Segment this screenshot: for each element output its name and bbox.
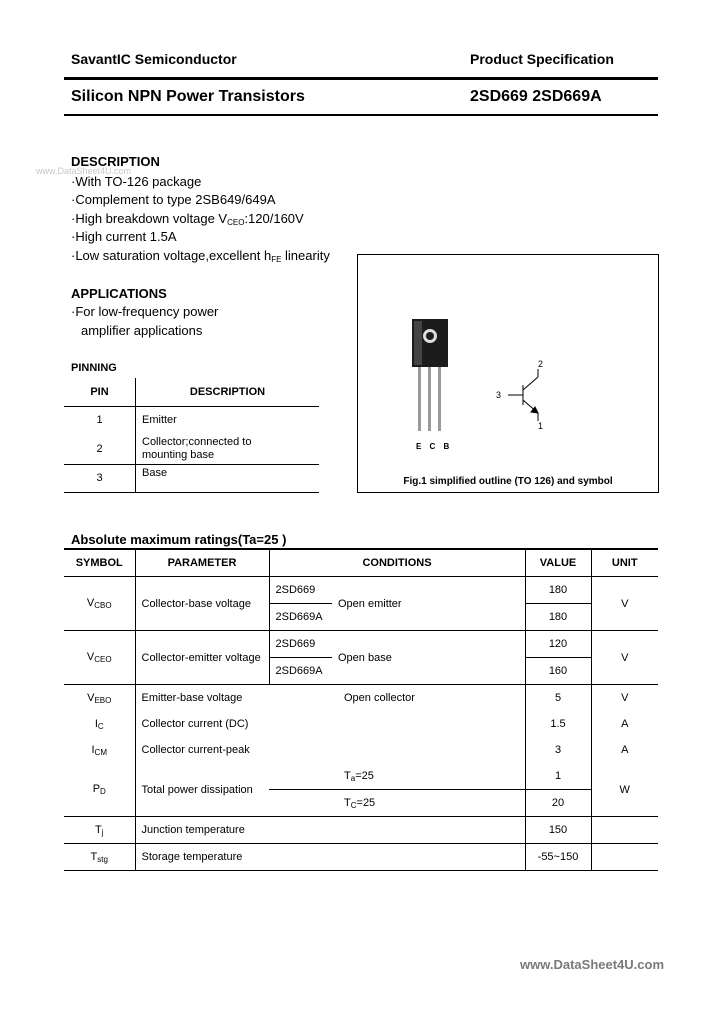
value-cell: 1.5 bbox=[525, 711, 591, 737]
watermark: www.DataSheet4U.com bbox=[36, 166, 132, 176]
value-col-header: VALUE bbox=[525, 549, 591, 577]
value-cell: -55~150 bbox=[525, 844, 591, 871]
rating-row bbox=[64, 711, 658, 737]
pinning-row bbox=[64, 434, 319, 464]
condition-cell: $T_C=25$ bbox=[344, 796, 376, 810]
value-cell: 180 bbox=[525, 604, 591, 631]
rating-row bbox=[64, 763, 658, 790]
rating-row bbox=[64, 631, 658, 658]
description-item: ·Complement to type 2SB649/649A bbox=[71, 192, 276, 207]
value-cell: 180 bbox=[525, 577, 591, 604]
unit-col-header: UNIT bbox=[591, 549, 658, 577]
parameter-cell: Junction temperature bbox=[135, 817, 269, 844]
condition-cell bbox=[269, 711, 525, 737]
value-cell: 3 bbox=[525, 737, 591, 763]
parameter-cell: Storage temperature bbox=[135, 844, 269, 871]
doc-type: Product Specification bbox=[470, 51, 614, 67]
description-item: ·With TO-126 package bbox=[71, 174, 202, 189]
symbol-cell: $V_{CEO}$ bbox=[86, 651, 112, 664]
symbol-cell: $T_j$ bbox=[94, 823, 104, 837]
value-cell: 160 bbox=[525, 658, 591, 685]
condition-cell bbox=[269, 817, 525, 844]
header-rule-bottom bbox=[64, 114, 658, 116]
pin-number: 1 bbox=[96, 414, 103, 427]
pinning-row bbox=[64, 464, 319, 492]
description-item: ·Low saturation voltage,excellent $h_{FE}$ linearity bbox=[71, 248, 330, 264]
value-cell: 1 bbox=[525, 763, 591, 790]
part-numbers: 2SD669 2SD669A bbox=[470, 88, 602, 105]
unit-cell: W bbox=[591, 763, 658, 817]
conditions-col-header: CONDITIONS bbox=[269, 549, 525, 577]
lead-labels: E C B bbox=[416, 442, 453, 451]
condition-cell bbox=[269, 844, 525, 871]
parameter-cell: Collector current (DC) bbox=[135, 711, 269, 737]
pin-description: Base bbox=[136, 464, 320, 492]
pin-description: Collector;connected to mounting base bbox=[136, 434, 320, 464]
pinning-heading: PINNING bbox=[71, 362, 117, 374]
parameter-cell: Collector current-peak bbox=[135, 737, 269, 763]
figure-caption: Fig.1 simplified outline (TO 126) and symbol bbox=[403, 476, 613, 487]
unit-cell: A bbox=[591, 711, 658, 737]
description-item: ·High current 1.5A bbox=[71, 229, 177, 244]
symbol-cell: $I_{CM}$ bbox=[91, 743, 107, 757]
part-cell: 2SD669 bbox=[269, 577, 332, 604]
parameter-cell: Emitter-base voltage bbox=[135, 685, 269, 712]
description-heading: DESCRIPTION bbox=[71, 154, 160, 169]
ratings-heading: Absolute maximum ratings(Ta=25 ) bbox=[71, 532, 287, 547]
value-cell: 5 bbox=[525, 685, 591, 712]
condition-cell: $T_a=25$ bbox=[269, 763, 525, 790]
part-cell: 2SD669A bbox=[269, 604, 332, 631]
parameter-cell: Collector-emitter voltage bbox=[135, 631, 269, 685]
collector-pin-label: 2 bbox=[538, 359, 544, 369]
part-cell: 2SD669 bbox=[269, 631, 332, 658]
ratings-header-row bbox=[64, 549, 658, 577]
unit-cell bbox=[591, 817, 658, 844]
pin-col-header: PIN bbox=[64, 378, 136, 406]
base-pin-label: 3 bbox=[496, 390, 502, 400]
desc-col-header: DESCRIPTION bbox=[136, 378, 320, 406]
company-name: SavantIC Semiconductor bbox=[71, 51, 237, 67]
pinning-table bbox=[64, 378, 319, 493]
rating-row bbox=[64, 577, 658, 604]
rating-row bbox=[64, 737, 658, 763]
rating-row bbox=[64, 844, 658, 871]
npn-symbol-icon bbox=[508, 369, 538, 421]
unit-cell: A bbox=[591, 737, 658, 763]
parameter-col-header: PARAMETER bbox=[135, 549, 269, 577]
condition-cell bbox=[269, 737, 525, 763]
header-rule-top bbox=[64, 77, 658, 80]
unit-cell bbox=[591, 844, 658, 871]
unit-cell: V bbox=[591, 685, 658, 712]
value-cell: 150 bbox=[525, 817, 591, 844]
rating-row bbox=[64, 685, 658, 712]
figure-box bbox=[357, 254, 659, 493]
footer-site-link[interactable]: www.DataSheet4U.com bbox=[520, 957, 665, 972]
value-cell: 120 bbox=[525, 631, 591, 658]
symbol-cell: $V_{CBO}$ bbox=[86, 597, 112, 610]
pin-number: 2 bbox=[64, 434, 136, 464]
symbol-cell: $P_D$ bbox=[92, 783, 106, 796]
ratings-table bbox=[64, 548, 658, 871]
symbol-cell: $I_C$ bbox=[94, 717, 104, 731]
rating-row bbox=[64, 817, 658, 844]
to126-package-icon bbox=[412, 319, 448, 431]
value-cell: 20 bbox=[525, 790, 591, 817]
applications-heading: APPLICATIONS bbox=[71, 286, 167, 301]
unit-cell: V bbox=[591, 577, 658, 631]
description-item: ·High breakdown voltage $V_{CEO}:120/160V$ bbox=[71, 211, 304, 227]
symbol-cell: $V_{EBO}$ bbox=[87, 691, 112, 705]
parameter-cell: Collector-base voltage bbox=[135, 577, 269, 631]
pinning-header-row bbox=[64, 378, 319, 406]
pin-description: Emitter bbox=[136, 406, 320, 434]
unit-cell: V bbox=[591, 631, 658, 685]
application-line: ·For low-frequency power bbox=[71, 304, 219, 319]
condition-cell: Open emitter bbox=[338, 597, 402, 610]
symbol-cell: $T_{stg}$ bbox=[90, 850, 108, 864]
pin-number: 3 bbox=[64, 464, 136, 492]
part-cell: 2SD669A bbox=[269, 658, 332, 685]
symbol-col-header: SYMBOL bbox=[75, 557, 123, 569]
condition-cell: Open collector bbox=[344, 692, 415, 704]
emitter-pin-label: 1 bbox=[538, 421, 544, 431]
condition-cell: Open base bbox=[338, 651, 392, 664]
application-line: amplifier applications bbox=[81, 323, 203, 338]
page-title: Silicon NPN Power Transistors bbox=[71, 88, 305, 105]
parameter-cell: Total power dissipation bbox=[135, 763, 269, 817]
package-and-symbol-drawing bbox=[358, 255, 658, 492]
pinning-row bbox=[64, 406, 319, 434]
